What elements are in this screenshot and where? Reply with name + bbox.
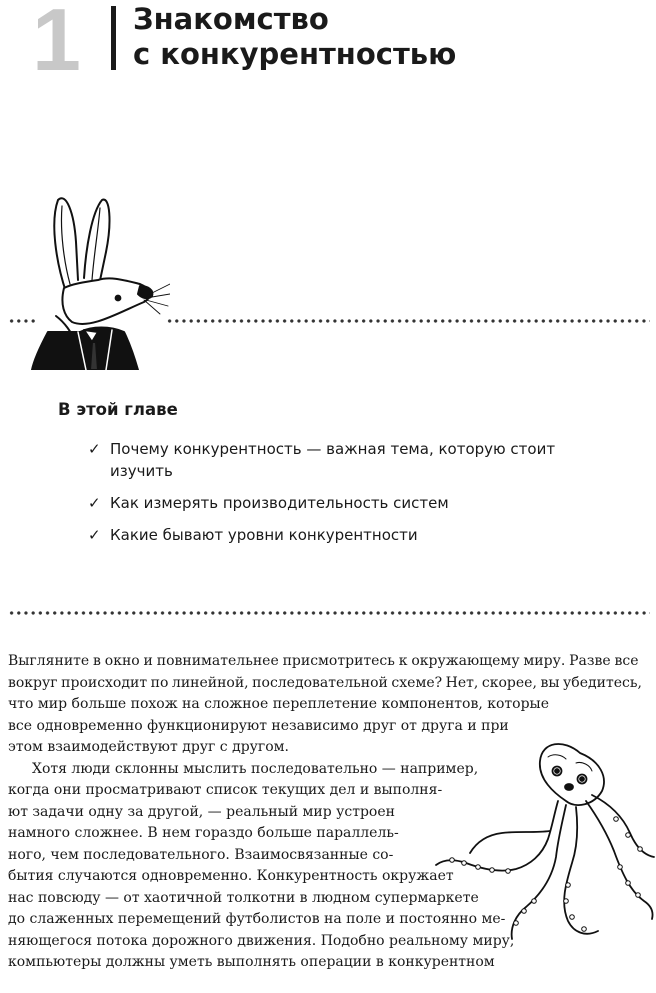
body-line: няющегося потока дорожного движения. Подобно реальному миру, — [8, 932, 515, 949]
objective-text: Почему конкурентность — важная тема, которую стоит — [110, 440, 556, 458]
objective-text: Как измерять производительность систем — [110, 494, 449, 512]
body-line: что мир больше похож на сложное переплетение компонентов, которые — [8, 696, 549, 712]
objective-text: Какие бывают уровни конкурентности — [110, 526, 418, 544]
rabbit-in-suit-illustration — [20, 192, 170, 370]
chapter-title — [133, 2, 456, 72]
body-line: компьютеры должны уметь выполнять операции в конкурентном — [8, 954, 495, 970]
chapter-objectives-list — [88, 438, 568, 556]
objective-text-continued: изучить — [110, 462, 173, 480]
dotted-separator-bottom — [8, 609, 650, 617]
body-line: ного, чем последовательного. Взаимосвязанные со- — [8, 846, 394, 863]
body-line: Выгляните в окно и повнимательнее присмотритесь к окружающему миру. Разве все — [8, 653, 639, 669]
objective-item — [88, 438, 568, 482]
chapter-divider-bar — [111, 6, 116, 70]
body-line: бытия случаются одновременно. Конкурентность окружает — [8, 868, 454, 884]
body-line: до слаженных перемещений футболистов на поле и постоянно ме- — [8, 911, 506, 927]
dotted-separator-top-right — [166, 317, 650, 325]
checkmark-icon: ✓ — [88, 494, 101, 512]
body-line: когда они просматривают список текущих дел и выполня- — [8, 782, 443, 798]
body-line: этом взаимодействуют друг с другом. — [8, 739, 290, 755]
octopus-illustration — [430, 735, 656, 943]
body-line: намного сложнее. В нем гораздо больше параллель- — [8, 825, 399, 841]
checkmark-icon: ✓ — [88, 440, 101, 458]
body-line: вокруг происходит по линейной, последовательной схеме? Нет, скорее, вы убедитесь, — [8, 674, 642, 691]
objective-item — [88, 492, 568, 514]
body-line: Хотя люди склонны мыслить последовательно — например, — [32, 760, 479, 777]
chapter-title-line-1: Знакомство — [133, 2, 329, 36]
body-line: все одновременно функционируют независимо друг от друга и при — [8, 717, 509, 734]
body-line: нас повсюду — от хаотичной толкотни в людном супермаркете — [8, 889, 479, 906]
chapter-box-heading: В этой главе — [58, 400, 178, 419]
checkmark-icon: ✓ — [88, 526, 101, 544]
objective-item — [88, 524, 568, 546]
chapter-number: 1 — [32, 0, 79, 89]
chapter-title-line-2: с конкурентностью — [133, 37, 457, 71]
body-line: ют задачи одну за другой, — реальный мир устроен — [8, 803, 395, 820]
dotted-separator-top-left — [8, 317, 38, 325]
